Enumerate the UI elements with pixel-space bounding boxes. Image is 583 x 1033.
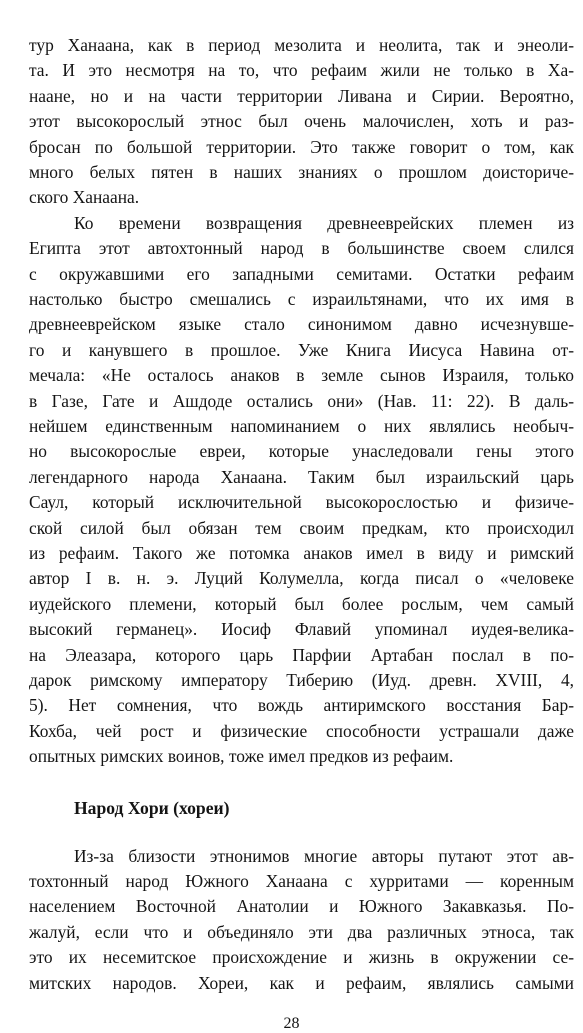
text-line: с окружавшими его западными семитами. Остатки рефаим [29,263,574,284]
text-line: это их несемитское происхождение и жизнь в окружении се- [29,947,574,968]
text-line: бросан по большой территории. Это также говорит о том, как [29,136,574,157]
text-line: митских народов. Хореи, как и рефаим, являлись самыми [29,972,574,993]
text-line: населением Восточной Анатолии и Южного Закавказья. По- [29,896,574,917]
section-heading: Народ Хори (хореи) [74,797,230,818]
text-line: автор I в. н. э. Луций Колумелла, когда писал о «человеке [29,568,574,589]
text-line: Ко времени возвращения древнееврейских племен из [74,212,574,233]
text-line: легендарного народа Ханаана. Таким был израильский царь [29,466,574,487]
text-line: в Газе, Гате и Ашдоде остались они» (Нав. 11: 22). В даль- [29,390,574,411]
text-line: жалуй, если что и объединяло эти два различных этноса, так [29,921,574,942]
text-line: много белых пятен в наших знаниях о прошлом доисториче- [29,162,574,182]
text-line: 5). Нет сомнения, что вождь антиримского восстания Бар- [29,695,574,716]
text-line: высокий германец». Иосиф Флавий упоминал иудея-велика- [29,619,574,640]
text-line: нейшем единственным напоминанием о них являлись необыч- [29,416,574,436]
text-line: та. И это несмотря на то, что рефаим жили не только в Ха- [29,60,574,81]
text-line: го и канувшего в прошлое. Уже Книга Иисуса Навина от- [29,339,574,360]
text-line: на Элеазара, которого царь Парфии Артабан послал в по- [29,644,574,665]
text-line: Кохба, чей рост и физические способности устрашали даже [29,720,574,741]
text-line: ской силой был обязан тем своим предкам, кто происходил [29,517,574,538]
text-line: настолько быстро смешались с израильтянами, что их имя в [29,289,574,309]
text-line: наане, но и на части территории Ливана и Сирии. Вероятно, [29,85,574,106]
text-line: из рефаим. Такого же потомка анаков имел в виду и римский [29,543,574,563]
text-line: тур Ханаана, как в период мезолита и неолита, так и энеоли- [29,35,574,55]
text-line: опытных римских воинов, тоже имел предков из рефаим. [29,746,454,767]
text-line: Из-за близости этнонимов многие авторы путают этот ав- [74,845,574,866]
text-line: Египта этот автохтонный народ в большинстве своем слился [29,238,574,259]
text-line: дарок римскому императору Тиберию (Иуд. древн. XVIII, 4, [29,670,574,690]
text-line: иудейского племени, который был более рослым, чем самый [29,593,574,614]
page-number: 28 [283,1015,300,1032]
text-line: но высокорослые евреи, которые унаследовали гены этого [29,441,574,462]
text-line: Саул, который исключительной высокорослостью и физиче- [29,492,574,513]
text-line: тохтонный народ Южного Ханаана с хурритами — коренным [29,871,574,891]
text-line: этот высокорослый этнос был очень малочислен, хоть и раз- [29,111,574,132]
text-line: древнееврейском языке стало синонимом давно исчезнувше- [29,314,574,335]
text-line: мечала: «Не осталось анаков в земле сынов Израиля, только [29,365,574,386]
text-line: ского Ханаана. [29,187,140,208]
